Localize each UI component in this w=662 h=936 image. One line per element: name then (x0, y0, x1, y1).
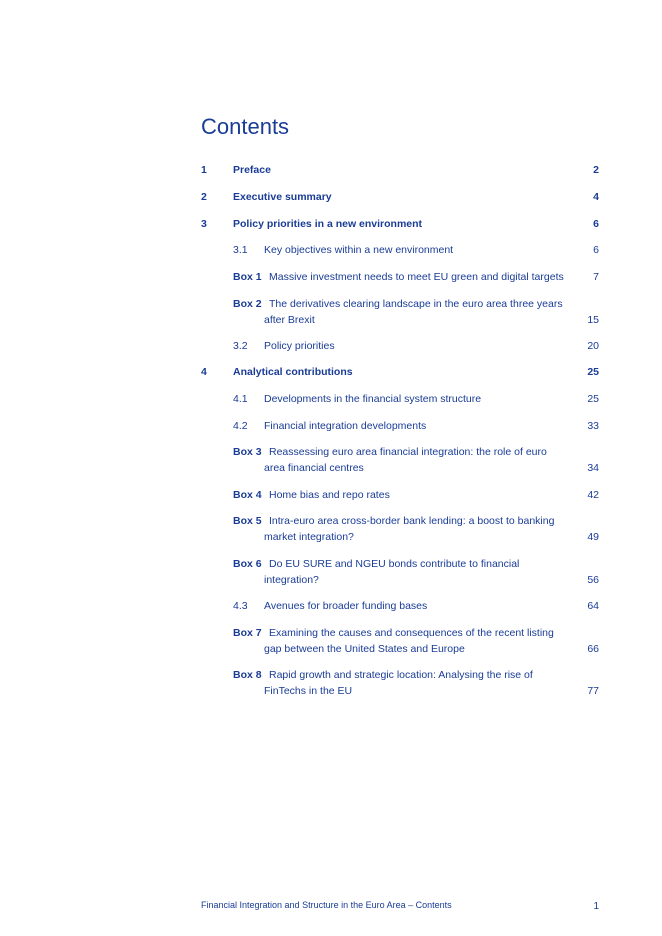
toc-entry-page: 56 (587, 573, 599, 586)
toc-entry-number: 1 (201, 164, 207, 176)
toc-entry-title: Policy priorities in a new environment (233, 218, 423, 230)
toc-entry-number: 3.2 (233, 340, 248, 352)
toc-entry-number: Box 1 (233, 271, 262, 283)
toc-entry-page: 25 (587, 366, 599, 378)
toc-entry-number: Box 8 (233, 669, 262, 681)
toc-entry-number: Box 6 (233, 558, 262, 570)
toc-entry-number: Box 5 (233, 515, 262, 527)
toc-entry-title-line1: Examining the causes and consequences of the recent listing (269, 627, 554, 639)
toc-entry-number: 3 (201, 218, 207, 230)
toc-entry-number: 4.2 (233, 420, 248, 432)
toc-entry-title-line2: integration? (264, 573, 319, 586)
toc-entry-title: Key objectives within a new environment (264, 244, 454, 256)
toc-entry-page: 42 (587, 489, 599, 501)
toc-entry-title-line1: Rapid growth and strategic location: Analysing the rise of (269, 669, 533, 681)
toc-entry-page: 20 (587, 340, 599, 352)
toc-entry-number: 3.1 (233, 244, 248, 256)
toc-entry-title: Executive summary (233, 191, 332, 203)
toc-entry-title-line2: area financial centres (264, 461, 364, 474)
toc-entry-page: 77 (587, 684, 599, 697)
toc-entry-number: Box 7 (233, 627, 262, 639)
toc-entry-title-line1: Intra-euro area cross-border bank lending: a boost to banking (269, 515, 555, 527)
toc-entry-number: 4.1 (233, 393, 248, 405)
toc-entry-title: Massive investment needs to meet EU green and digital targets (269, 271, 564, 283)
toc-entry-title-line2: gap between the United States and Europe (264, 642, 465, 655)
toc-entry-number: Box 4 (233, 489, 262, 501)
toc-entry-title-line2: after Brexit (264, 313, 315, 326)
toc-entry-title: Home bias and repo rates (269, 489, 390, 501)
toc-entry-title-line2: market integration? (264, 530, 354, 543)
toc-entry-title: Preface (233, 164, 271, 176)
toc-entry-page: 15 (587, 313, 599, 326)
toc-entry-title-line2: FinTechs in the EU (264, 684, 353, 697)
footer-page-number: 1 (593, 901, 599, 912)
page-title: Contents (201, 114, 290, 139)
toc-entry-page: 66 (587, 642, 599, 655)
toc-entry-title: Analytical contributions (233, 366, 353, 378)
toc-entry-number: 4.3 (233, 600, 248, 612)
toc-entry-page: 64 (587, 600, 599, 612)
toc-entry-page: 6 (593, 244, 599, 256)
toc-entry-page: 4 (593, 191, 599, 203)
toc-entry-page: 6 (593, 218, 599, 230)
toc-entry-title: Policy priorities (264, 340, 335, 352)
toc-entry-page: 7 (593, 271, 599, 283)
toc-entry-number: 2 (201, 191, 207, 203)
toc-entry-page: 49 (587, 530, 599, 543)
toc-entry-number: 4 (201, 366, 207, 378)
toc-entry-title-line1: Do EU SURE and NGEU bonds contribute to financial (269, 558, 520, 570)
toc-entry-title: Developments in the financial system structure (264, 393, 482, 405)
toc-entry-title-line1: The derivatives clearing landscape in the euro area three years (269, 298, 563, 310)
toc-entry-page: 2 (593, 164, 599, 176)
toc-entry-number: Box 3 (233, 446, 262, 458)
footer-text: Financial Integration and Structure in the Euro Area – Contents (201, 900, 452, 910)
toc-entry-number: Box 2 (233, 298, 262, 310)
toc-entry-page: 25 (587, 393, 599, 405)
toc-entry-page: 33 (587, 420, 599, 432)
toc-entry-title: Financial integration developments (264, 420, 427, 432)
toc-entry-page: 34 (587, 461, 599, 474)
toc-entry-title: Avenues for broader funding bases (264, 600, 428, 612)
toc-entry-title-line1: Reassessing euro area financial integration: the role of euro (269, 446, 547, 458)
